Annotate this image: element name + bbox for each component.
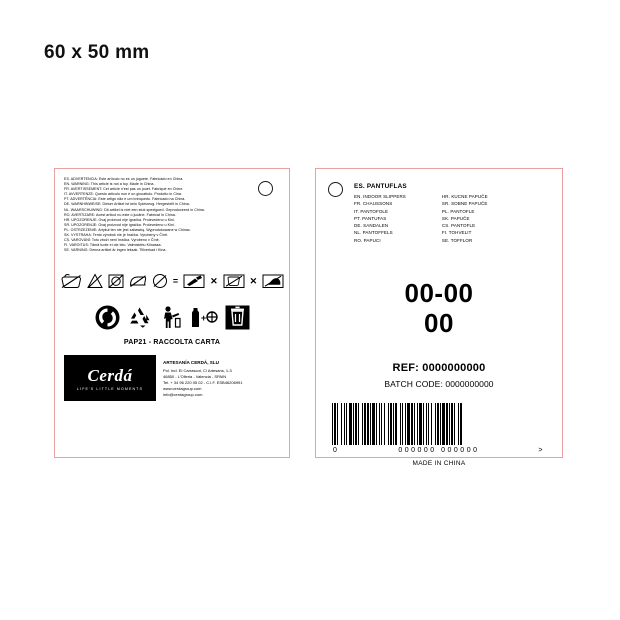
do-not-soak-icon xyxy=(223,273,245,289)
do-not-tumble-dry-icon xyxy=(108,273,124,289)
right-label-card xyxy=(315,168,563,467)
translation-line: SK. PAPUČE xyxy=(441,215,470,221)
address-line-2: 46850 - L'Olleria - Valencia - SPAIN xyxy=(163,373,227,379)
left-label-card xyxy=(54,168,290,458)
company-name: ARTESANÍA CERDÁ, SLU xyxy=(163,360,219,366)
product-name-block xyxy=(326,177,552,244)
recycle-symbol-row xyxy=(64,305,280,330)
page-title: 60 x 50 mm xyxy=(44,42,150,63)
warning-line: RO. AVERTIZARE: Acest articol nu este o jucărie. Fabricat în China. xyxy=(64,212,176,217)
barcode-left-digit: 0 xyxy=(333,446,340,454)
size-value: 00 xyxy=(424,307,454,338)
warning-line: FR. AVERTISSEMENT: Cet article n'est pas un jouet. Fabriqué en Chine. xyxy=(64,187,184,192)
multiply-separator: ✕ xyxy=(210,275,218,286)
warning-line: HR. UPOZORENJE: Ovaj proizvod nije igračka. Proizvedeno u Kini. xyxy=(64,217,176,222)
barcode-right-marker: > xyxy=(538,446,545,454)
translation-line: PT. PANTUFAS xyxy=(354,215,387,221)
brand-name: Cerdá xyxy=(87,366,133,386)
svg-text:+: + xyxy=(200,313,206,324)
translation-line: NL. PANTOFFELS xyxy=(354,230,393,236)
product-title: ES. PANTUFLAS xyxy=(354,183,407,190)
multiply-separator: ✕ xyxy=(249,275,258,286)
warning-line: PL. OSTRZEŻENIE: Artykuł ten nie jest zabawką. Wyprodukowane w Chinac. xyxy=(64,227,191,232)
size-range: 00-00 xyxy=(404,277,474,308)
translation-line: EN. INDOOR SLIPPERS xyxy=(354,194,406,199)
warning-line: EN. WARNING: This article is not a toy. Made in China. xyxy=(64,182,155,187)
separate-waste-bin-icon xyxy=(225,305,250,330)
do-not-bleach-icon xyxy=(87,273,103,289)
packaging-code: PAP21 - RACCOLTA CARTA xyxy=(123,339,221,347)
do-not-iron-icon xyxy=(129,273,147,289)
translation-line: DE. SANDALEN xyxy=(354,223,389,229)
brand-tagline: LIFE'S LITTLE MOMENTS xyxy=(77,387,143,392)
brush-clean-icon xyxy=(183,273,205,289)
warning-line: SK. VYSTRAHA: Tento výrobok nie je hračka. Vyrobeny v Číně. xyxy=(64,233,169,238)
translation-line: FI. TOHVELIT xyxy=(441,230,472,236)
translation-line: PL. PANTOFLE xyxy=(441,208,475,214)
warning-line: NL. WAARSCHUWING: Dit artikel is niet een stuk speelgoed. Geproduceerd in China. xyxy=(64,207,205,212)
translation-line: RO. PAPUCI xyxy=(354,237,381,243)
brand-logo xyxy=(64,355,156,401)
warning-line: SR. UPOZORENJE: Ovaj proizvod nije igračka. Proizvedeno u Kini. xyxy=(64,222,175,227)
company-address xyxy=(156,355,280,401)
origin-text: MADE IN CHINA xyxy=(412,459,466,467)
mobius-recycle-icon xyxy=(127,305,152,330)
company-email: info@cerdagroup.com xyxy=(163,392,203,398)
do-not-dry-clean-icon xyxy=(152,273,168,289)
warning-line: PT. ADVERTÊNCIA: Este artigo não e um brinquedo. Fabricado na China. xyxy=(64,197,186,202)
company-website: www.cerdagroup.com xyxy=(163,386,202,392)
do-not-machine-wash-icon xyxy=(262,273,284,289)
barcode-block xyxy=(326,403,552,454)
do-not-wash-icon xyxy=(60,273,82,289)
barcode-digits xyxy=(332,447,546,454)
barcode-center-digits: 000000 000000 xyxy=(398,446,480,454)
translations-column-1 xyxy=(354,193,406,244)
company-phone: Tel. + 34 96 220 05 02 - C.I.F. ESB46206991 xyxy=(163,379,243,385)
translation-line: SE. TOFFLOR xyxy=(441,237,473,243)
warning-line: SE. VARNING: Denna artikel är ingen leksak. Tillverkad i Kina. xyxy=(64,248,167,253)
equals-separator: = xyxy=(172,275,179,286)
address-line-1: Pol. Ind. El Carrascot, C/ Artesans, 1-3 xyxy=(163,367,232,373)
brand-block xyxy=(64,355,280,401)
tidy-man-icon xyxy=(159,305,181,330)
translation-line: CS. PANTOFLE xyxy=(441,223,476,229)
warning-line: IT. AVVERTENZE: Questo articolo non è un giocattolo. Prodotto in Cina. xyxy=(64,192,183,197)
translation-line: FR. CHAUSSONS xyxy=(354,201,393,207)
green-dot-icon xyxy=(95,305,120,330)
product-translations xyxy=(354,193,552,244)
batch-code: BATCH CODE: 0000000000 xyxy=(384,378,494,389)
warning-line: FI. VAROITUS: Tämä tuote ei ole lelu. Valmistettu Kiinassa. xyxy=(64,243,162,248)
cleaning-products-icon xyxy=(188,305,218,330)
reference-code: REF: 0000000000 xyxy=(392,361,486,374)
translation-line: IT. PANTOFOLE xyxy=(354,208,389,214)
warning-line: DE. WARNHINWEISE: Dieser Artikel ist kein Spielzeug. Hergestellt in China. xyxy=(64,202,190,207)
warning-line: ES. ADVERTENCIA: Este artículo no es un juguete. Fabricado en China. xyxy=(64,177,184,181)
warning-text-block xyxy=(64,177,280,253)
barcode-bars xyxy=(332,403,546,445)
care-symbol-row xyxy=(64,273,280,289)
translation-line: HR. KUCNE PAPUČE xyxy=(441,194,488,199)
translations-column-2 xyxy=(442,193,488,244)
warning-line: CS. VAROVÁNÍ: Toto zboží není hračka. Vyrobeno v Číně. xyxy=(64,238,160,243)
translation-line: SR. SOBNE PAPUČE xyxy=(441,201,488,207)
hang-hole-icon xyxy=(258,181,273,196)
